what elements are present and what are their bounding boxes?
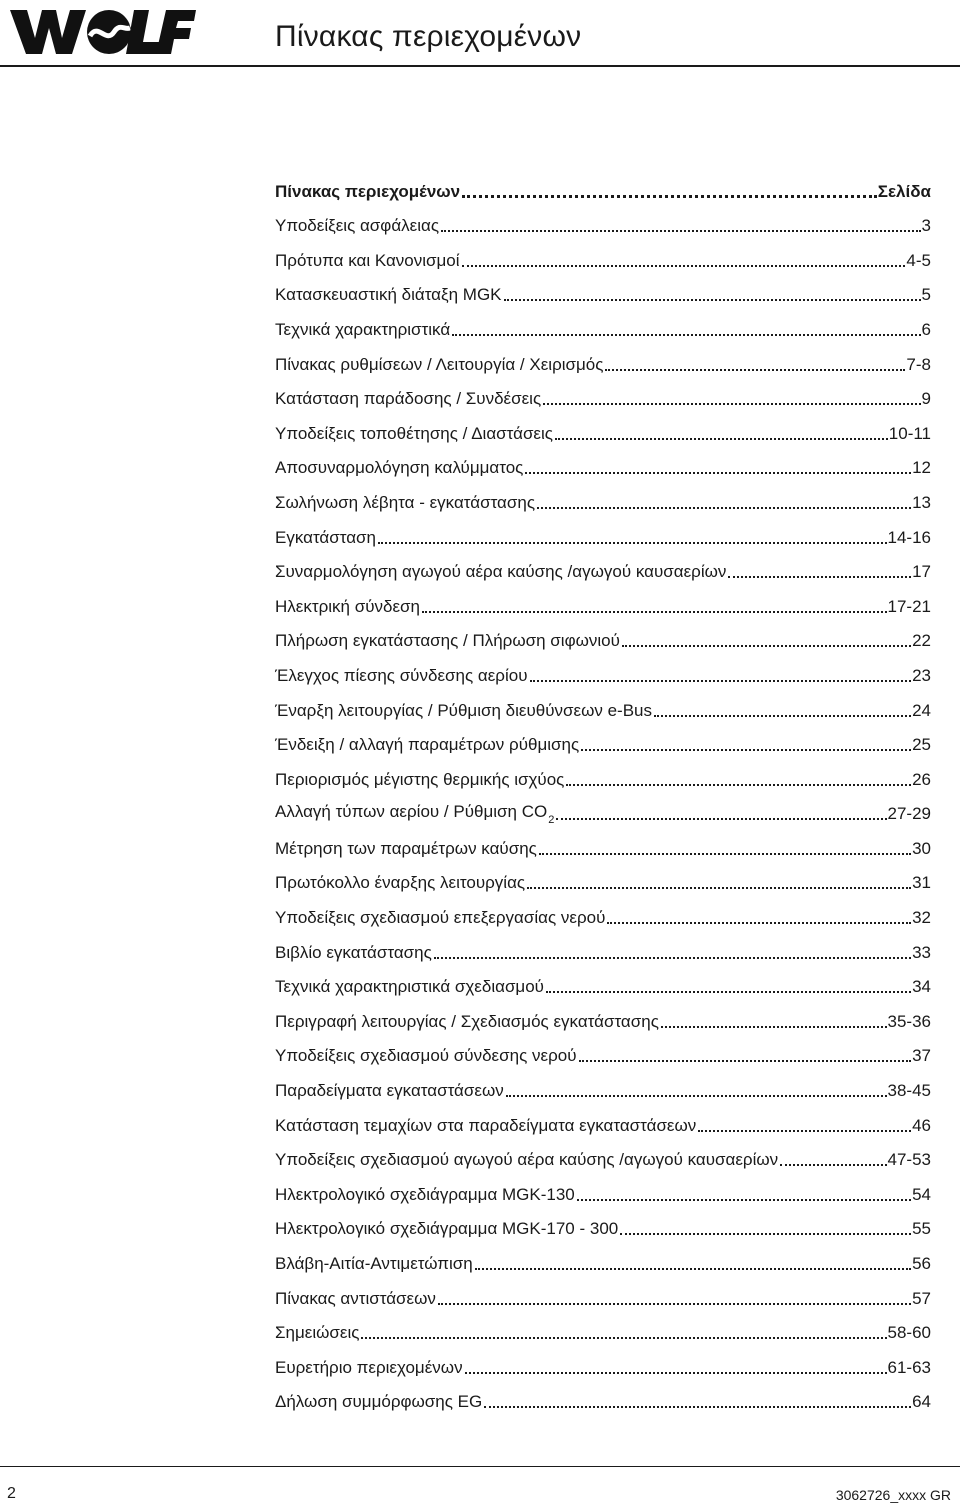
toc-entry-label	[275, 1012, 659, 1032]
toc-entry-page: 35-36	[887, 1011, 931, 1031]
toc-entry[interactable]	[275, 617, 931, 652]
toc-entry[interactable]	[275, 1239, 931, 1274]
toc-entry-label	[275, 1116, 696, 1136]
toc-entry-text: Αποσυναρμολόγηση καλύμματος	[275, 458, 524, 478]
toc-entry-label	[275, 701, 652, 721]
toc-entry-text: Τεχνικά χαρακτηριστικά	[275, 319, 451, 339]
toc-entry[interactable]	[275, 375, 931, 410]
toc-entry-label	[275, 1289, 436, 1309]
toc-entry-page: 3	[921, 216, 931, 236]
toc-entry-page: 13	[912, 492, 931, 512]
dot-leader	[462, 195, 877, 198]
toc-entry-label	[275, 943, 432, 963]
toc-entry-text: Αλλαγή τύπων αερίου / Ρύθμιση CO	[275, 802, 548, 822]
toc-entry-text: Πρότυπα και Κανονισμοί	[275, 250, 460, 270]
toc-entry-label	[275, 1392, 482, 1412]
toc-entry-label	[275, 1046, 577, 1066]
toc-entry[interactable]	[275, 548, 931, 583]
toc-entry-text: Ηλεκτρολογικό σχεδιάγραμμα MGK-170 - 300	[275, 1219, 619, 1239]
dot-leader	[546, 991, 911, 993]
toc-entry-page: 58-60	[887, 1323, 931, 1343]
toc-entry-page: 23	[912, 665, 931, 685]
toc-entry[interactable]	[275, 928, 931, 963]
toc-entry-text: Ένδειξη / αλλαγή παραμέτρων ρύθμισης	[275, 735, 580, 755]
toc-entry-text: Σημειώσεις	[275, 1323, 360, 1343]
toc-entry[interactable]	[275, 997, 931, 1032]
toc-heading-label: Πίνακας περιεχομένων	[275, 181, 461, 201]
toc-entry[interactable]	[275, 651, 931, 686]
toc-entry-text: Έναρξη λειτουργίας / Ρύθμιση διευθύνσεων e-Bus	[275, 700, 653, 720]
toc-entry-label	[275, 839, 537, 859]
toc-entry-text: Περιγραφή λειτουργίας / Σχεδιασμός εγκατάστασης	[275, 1011, 659, 1031]
dot-leader	[581, 749, 911, 751]
toc-entry[interactable]	[275, 1309, 931, 1344]
toc-entry-list	[275, 202, 931, 1413]
dot-leader	[525, 472, 911, 474]
toc-entry[interactable]	[275, 1170, 931, 1205]
toc-entry-text: Πλήρωση εγκατάστασης / Πλήρωση σιφωνιού	[275, 631, 620, 651]
dot-leader	[620, 1233, 911, 1235]
toc-entry-label	[275, 1219, 618, 1239]
toc-entry-text: Υποδείξεις ασφάλειας	[275, 216, 440, 236]
toc-entry-label	[275, 908, 605, 928]
toc-entry-text: Υποδείξεις σχεδιασμού σύνδεσης νερού	[275, 1046, 577, 1066]
toc-entry-label	[275, 873, 525, 893]
toc-entry[interactable]	[275, 271, 931, 306]
dot-leader	[622, 645, 911, 647]
toc-entry-page: 7-8	[906, 354, 931, 374]
toc-entry-label	[275, 770, 564, 790]
dot-leader	[484, 1406, 911, 1408]
toc-entry-label	[275, 389, 541, 409]
toc-entry-text: Βιβλίο εγκατάστασης	[275, 942, 432, 962]
toc-entry-page: 34	[912, 977, 931, 997]
toc-entry-page: 24	[912, 700, 931, 720]
toc-entry-page: 47-53	[887, 1150, 931, 1170]
toc-entry[interactable]	[275, 790, 931, 825]
toc-entry[interactable]	[275, 305, 931, 340]
toc-entry-text: Βλάβη-Αιτία-Αντιμετώπιση	[275, 1254, 473, 1273]
toc-entry-label	[275, 1081, 504, 1101]
dot-leader	[607, 922, 911, 924]
toc-entry-text: Συναρμολόγηση αγωγού αέρα καύσης /αγωγού καυσαερίων	[275, 562, 727, 582]
toc-entry-page: 33	[912, 942, 931, 962]
dot-leader	[579, 1060, 912, 1062]
toc-heading	[275, 167, 931, 202]
toc-entry-label	[275, 285, 502, 305]
dot-leader	[605, 369, 905, 371]
toc-entry-text: Κατάσταση παράδοσης / Συνδέσεις	[275, 389, 542, 409]
dot-leader	[654, 715, 911, 717]
toc-entry-page: 14-16	[887, 527, 931, 547]
toc-entry-page: 61-63	[887, 1357, 931, 1377]
toc-entry-text: Υποδείξεις σχεδιασμού αγωγού αέρα καύσης /αγωγού καυσαερίων	[275, 1150, 779, 1170]
toc-entry-page: 5	[921, 285, 931, 305]
dot-leader	[422, 611, 887, 613]
toc-entry-page: 38-45	[887, 1081, 931, 1101]
dot-leader	[555, 438, 888, 440]
toc-entry-text: Περιορισμός μέγιστης θερμικής ισχύος	[275, 769, 565, 789]
page-number: 2	[7, 1485, 16, 1502]
toc-entry-text: Μέτρηση των παραμέτρων καύσης	[275, 838, 537, 858]
toc-entry[interactable]	[275, 721, 931, 756]
toc-entry-page: 17	[912, 562, 931, 582]
dot-leader	[378, 542, 887, 544]
toc-entry-label	[275, 216, 439, 236]
dot-leader	[361, 1337, 886, 1339]
toc-entry-label	[275, 802, 555, 827]
toc-entry-subscript: 2	[548, 814, 555, 827]
dot-leader	[530, 680, 912, 682]
toc-entry-text: Πίνακας αντιστάσεων	[275, 1288, 436, 1308]
toc-entry-text: Πίνακας ρυθμίσεων / Λειτουργία / Χειρισμός	[275, 354, 604, 374]
toc-entry[interactable]	[275, 513, 931, 548]
toc-entry-page: 12	[912, 458, 931, 478]
toc-entry-page: 4-5	[906, 250, 931, 270]
toc-entry-label	[275, 1254, 473, 1274]
toc-entry[interactable]	[275, 963, 931, 998]
toc-entry-text: Έλεγχος πίεσης σύνδεσης αερίου	[275, 665, 528, 685]
dot-leader	[465, 1372, 887, 1374]
dot-leader	[441, 230, 920, 232]
dot-leader	[556, 818, 886, 820]
dot-leader	[527, 887, 911, 889]
toc-entry[interactable]	[275, 340, 931, 375]
toc-entry-text: Ευρετήριο περιεχομένων	[275, 1357, 463, 1377]
dot-leader	[661, 1026, 887, 1028]
header-divider	[0, 65, 960, 67]
dot-leader	[475, 1268, 911, 1270]
toc-entry[interactable]	[275, 409, 931, 444]
toc-entry[interactable]	[275, 893, 931, 928]
toc-entry-text: Κατάσταση τεμαχίων στα παραδείγματα εγκαταστάσεων	[275, 1115, 697, 1135]
toc-entry-label	[275, 493, 535, 513]
toc-entry[interactable]	[275, 478, 931, 513]
document-code: 3062726_xxxx GR	[835, 1487, 951, 1503]
toc-entry-label	[275, 735, 579, 755]
toc-entry[interactable]	[275, 1343, 931, 1378]
toc-entry[interactable]	[275, 1101, 931, 1136]
dot-leader	[452, 334, 920, 336]
toc-entry[interactable]	[275, 236, 931, 271]
dot-leader	[462, 265, 906, 267]
toc-entry-page: 30	[912, 838, 931, 858]
toc-entry[interactable]	[275, 202, 931, 237]
toc-entry-page: 64	[912, 1392, 931, 1412]
dot-leader	[537, 507, 911, 509]
table-of-contents	[275, 167, 931, 1412]
dot-leader	[577, 1199, 911, 1201]
dot-leader	[506, 1095, 887, 1097]
toc-entry-text: Κατασκευαστική διάταξη MGK	[275, 285, 502, 305]
toc-entry-text: Υποδείξεις σχεδιασμού επεξεργασίας νερού	[275, 908, 606, 928]
toc-entry-label	[275, 562, 726, 582]
toc-entry-page: 22	[912, 631, 931, 651]
toc-entry-page: 54	[912, 1184, 931, 1204]
toc-entry-text: Δήλωση συμμόρφωσης EG	[275, 1392, 483, 1412]
toc-entry-page: 57	[912, 1288, 931, 1308]
toc-entry-label	[275, 355, 603, 375]
toc-entry-page: 32	[912, 908, 931, 928]
dot-leader	[780, 1164, 886, 1166]
dot-leader	[543, 403, 920, 405]
dot-leader	[698, 1130, 911, 1132]
toc-entry-label	[275, 1185, 575, 1205]
toc-entry[interactable]	[275, 582, 931, 617]
toc-entry-text: Εγκατάσταση	[275, 527, 377, 547]
toc-entry-page: 46	[912, 1115, 931, 1135]
toc-entry[interactable]	[275, 859, 931, 894]
footer-divider	[0, 1466, 960, 1467]
toc-entry-label	[275, 458, 523, 478]
dot-leader	[438, 1303, 911, 1305]
toc-entry-page: 26	[912, 769, 931, 789]
toc-entry[interactable]	[275, 686, 931, 721]
toc-heading-page: Σελίδα	[877, 181, 931, 201]
toc-entry[interactable]	[275, 755, 931, 790]
toc-entry-label	[275, 1323, 359, 1343]
toc-entry-text: Ηλεκτρική σύνδεση	[275, 596, 420, 616]
toc-entry-text: Πρωτόκολλο έναρξης λειτουργίας	[275, 873, 526, 893]
toc-entry[interactable]	[275, 824, 931, 859]
toc-entry-label	[275, 424, 553, 444]
toc-entry-page: 37	[912, 1046, 931, 1066]
page-title: Πίνακας περιεχομένων	[275, 20, 582, 53]
toc-entry-page: 10-11	[888, 423, 931, 443]
toc-entry-text: Τεχνικά χαρακτηριστικά σχεδιασμού	[275, 977, 544, 997]
toc-entry-label	[275, 977, 544, 997]
toc-entry-label	[275, 631, 620, 651]
dot-leader	[566, 784, 911, 786]
toc-entry-label	[275, 597, 420, 617]
toc-entry[interactable]	[275, 1274, 931, 1309]
toc-entry-label	[275, 1358, 463, 1378]
toc-entry[interactable]	[275, 1032, 931, 1067]
toc-entry[interactable]	[275, 1378, 931, 1413]
toc-entry-page: 9	[921, 389, 931, 409]
toc-entry-page: 25	[912, 735, 931, 755]
toc-entry-label	[275, 528, 376, 548]
toc-entry-page: 27-29	[887, 804, 931, 824]
toc-entry-text: Ηλεκτρολογικό σχεδιάγραμμα MGK-130	[275, 1184, 575, 1204]
toc-entry[interactable]	[275, 1066, 931, 1101]
toc-entry-page: 6	[921, 319, 931, 339]
toc-entry-label	[275, 251, 460, 271]
toc-entry-page: 55	[912, 1219, 931, 1239]
toc-entry-text: Υποδείξεις τοποθέτησης / Διαστάσεις	[275, 423, 553, 443]
dot-leader	[728, 576, 911, 578]
toc-entry-text: Σωλήνωση λέβητα - εγκατάστασης	[275, 492, 536, 512]
toc-entry[interactable]	[275, 444, 931, 479]
toc-entry-text: Παραδείγματα εγκαταστάσεων	[275, 1081, 504, 1101]
wolf-logo	[10, 8, 196, 56]
toc-entry[interactable]	[275, 1136, 931, 1171]
toc-entry-label	[275, 320, 450, 340]
dot-leader	[539, 853, 911, 855]
toc-entry[interactable]	[275, 1205, 931, 1240]
toc-entry-label	[275, 1150, 778, 1170]
toc-entry-page: 17-21	[887, 596, 931, 616]
dot-leader	[504, 299, 921, 301]
toc-entry-page: 56	[912, 1254, 931, 1273]
toc-entry-label	[275, 666, 528, 686]
dot-leader	[434, 957, 911, 959]
toc-entry-page: 31	[912, 873, 931, 893]
